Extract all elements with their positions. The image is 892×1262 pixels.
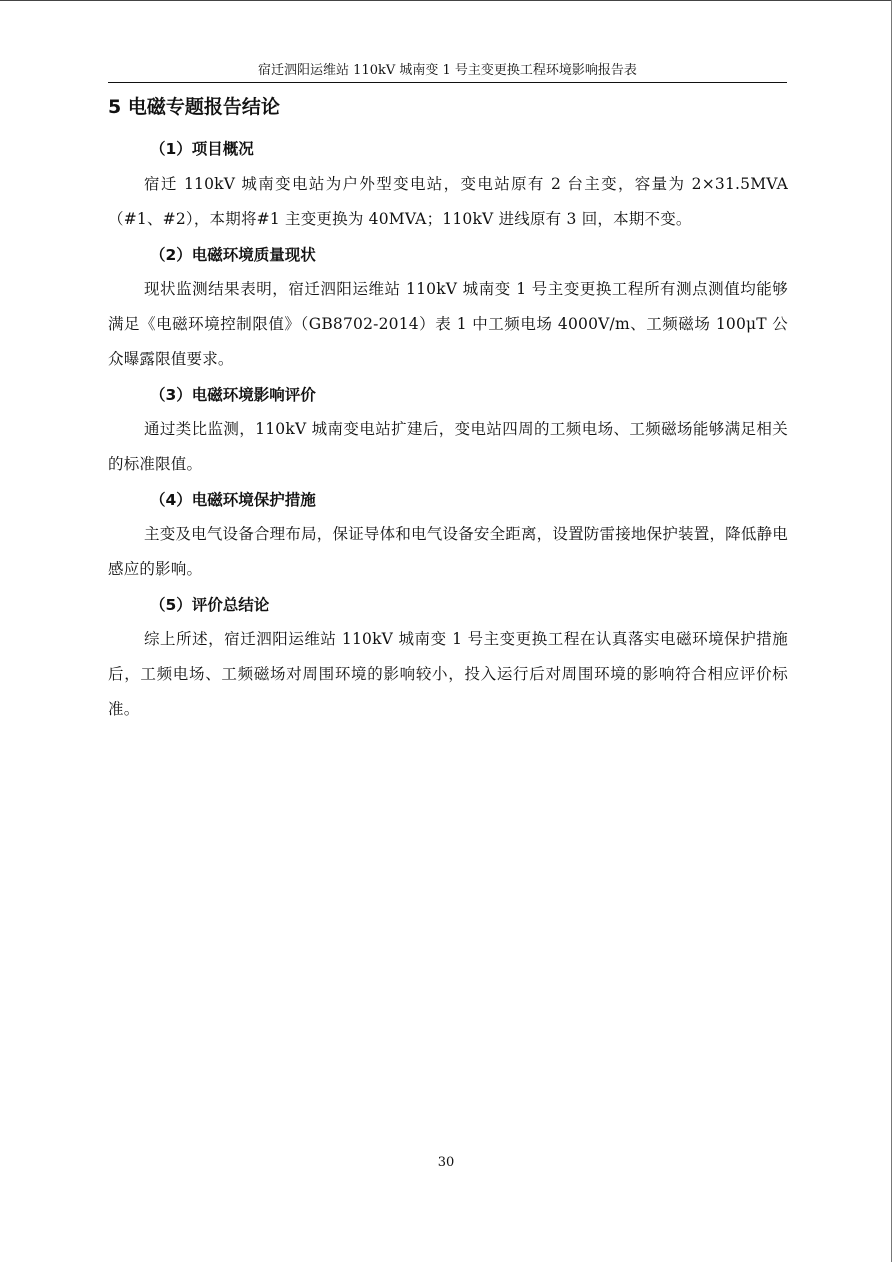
paragraph-em-quality-status: 现状监测结果表明，宿迁泗阳运维站 110kV 城南变 1 号主变更换工程所有测点测值均能够满足《电磁环境控制限值》（GB8702-2014）表 1 中工频电场 4000V/m、工频磁场 100μT 公众曝露限值要求。 — [108, 280, 788, 368]
page-number: 30 — [437, 1155, 455, 1170]
running-header: 宿迁泗阳运维站 110kV 城南变 1 号主变更换工程环境影响报告表 — [258, 63, 637, 78]
paragraph-project-overview: 宿迁 110kV 城南变电站为户外型变电站，变电站原有 2 台主变，容量为 2×31.5MVA（#1、#2），本期将#1 主变更换为 40MVA；110kV 进线原有 3 回，本期不变。 — [108, 175, 788, 228]
header-rule — [108, 82, 787, 83]
section-title: 5 电磁专题报告结论 — [108, 96, 280, 118]
subheading-project-overview: （1）项目概况 — [150, 140, 254, 158]
subheading-em-impact-assessment: （3）电磁环境影响评价 — [150, 386, 316, 404]
subheading-overall-conclusion: （5）评价总结论 — [150, 596, 270, 614]
page-border-top — [0, 0, 892, 1]
paragraph-em-impact-assessment: 通过类比监测，110kV 城南变电站扩建后，变电站四周的工频电场、工频磁场能够满足相关的标准限值。 — [108, 420, 788, 473]
paragraph-em-protection-measures: 主变及电气设备合理布局，保证导体和电气设备安全距离，设置防雷接地保护装置，降低静电感应的影响。 — [108, 525, 788, 578]
subheading-em-protection-measures: （4）电磁环境保护措施 — [150, 491, 316, 509]
paragraph-overall-conclusion: 综上所述，宿迁泗阳运维站 110kV 城南变 1 号主变更换工程在认真落实电磁环境保护措施后，工频电场、工频磁场对周围环境的影响较小，投入运行后对周围环境的影响符合相应评价标准。 — [108, 630, 788, 718]
subheading-em-quality-status: （2）电磁环境质量现状 — [150, 246, 316, 264]
